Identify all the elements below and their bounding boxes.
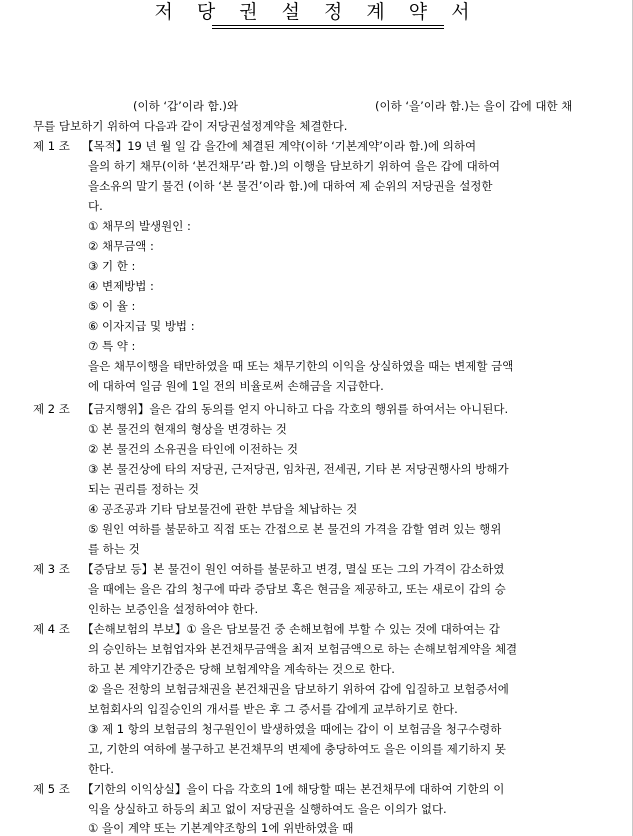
article-2-item: ② 본 물건의 소유권을 타인에 이전하는 것	[88, 442, 298, 456]
article-4-line-8: 한다.	[88, 762, 114, 776]
article-2-label: 제 2 조	[33, 402, 70, 416]
article-1-item: ① 채무의 발생원인 :	[88, 219, 191, 233]
article-2-item: ① 본 물건의 현재의 형상을 변경하는 것	[88, 422, 287, 436]
document-title: 저 당 권 설 정 계 약 서	[154, 1, 479, 23]
article-1-tail-1: 을은 채무이행을 태만하였을 때 또는 채무기한의 이익을 상실하였을 때는 변제할 금액	[88, 359, 514, 373]
article-1-item: ⑥ 이자지급 및 방법 :	[88, 319, 195, 333]
article-1-line-1: 【목적】19 년 월 일 갑 을간에 체결된 계약(이하 ‘기본계약’이라 함.)에 의하여	[82, 139, 477, 153]
article-3-label: 제 3 조	[33, 562, 70, 576]
article-1-item: ⑦ 특 약 :	[88, 339, 136, 353]
article-4-label: 제 4 조	[33, 622, 70, 636]
article-2-item: 를 하는 것	[88, 542, 140, 556]
article-4-line-7: 고, 기한의 여하에 불구하고 본건채무의 변제에 충당하여도 을은 이의를 제기하지 못	[88, 742, 506, 756]
article-3-line-3: 인하는 보증인을 설정하여야 한다.	[88, 602, 259, 616]
article-1-line-3: 을소유의 말기 물건 (이하 ‘본 물건’이라 함.)에 대하여 제 순위의 저당권을 설정한	[88, 179, 493, 193]
article-5-line-3: ① 을이 계약 또는 기본계약조항의 1에 위반하였을 때	[88, 821, 354, 835]
article-1-item: ④ 변제방법 :	[88, 279, 154, 293]
article-5-line-1: 【기한의 이익상실】을이 다음 각호의 1에 해당할 때는 본건채무에 대하여 기한의 이	[82, 782, 505, 796]
article-3-line-2: 을 때에는 을은 갑의 청구에 따라 증담보 혹은 현금을 제공하고, 또는 새로이 갑의 승	[88, 582, 506, 596]
article-4-line-3: 하고 본 계약기간중은 당해 보험계약을 계속하는 것으로 한다.	[88, 662, 395, 676]
article-4-line-4: ② 을은 전항의 보험금채권을 본건채권을 담보하기 위하여 갑에 입질하고 보험증서에	[88, 682, 509, 696]
article-2-item: ④ 공조공과 기타 담보물건에 관한 부담을 체납하는 것	[88, 502, 358, 516]
article-1-line-4: 다.	[88, 199, 103, 213]
article-3-line-1: 【증담보 등】본 물건이 원인 여하를 불문하고 변경, 멸실 또는 그의 가격이 감소하였	[82, 562, 505, 576]
article-5-label: 제 5 조	[33, 782, 70, 796]
intro-party-b: (이하 ‘을’이라 함.)는 을이 갑에 대한 채	[375, 99, 573, 113]
article-2-item: 되는 권리를 정하는 것	[88, 482, 199, 496]
article-2-line-1: 【금지행위】을은 갑의 동의를 얻지 아니하고 다음 각호의 행위를 하여서는 아니된다.	[82, 402, 509, 416]
article-4-line-5: 보험회사의 입질승인의 개서를 받은 후 그 증서를 갑에게 교부하기로 한다.	[88, 702, 458, 716]
article-4-line-1: 【손해보험의 부보】① 을은 담보물건 중 손해보험에 부할 수 있는 것에 대하여는 갑	[82, 622, 500, 636]
article-1-tail-2: 에 대하여 일금 원에 1일 전의 비율로써 손해금을 지급한다.	[88, 379, 384, 393]
article-1-item: ② 채무금액 :	[88, 239, 154, 253]
title-underline-1	[212, 25, 444, 26]
article-1-item: ③ 기 한 :	[88, 259, 136, 273]
title-underline-2	[212, 28, 444, 29]
article-1-line-2: 을의 하기 채무(이하 ‘본건채무’라 함.)의 이행을 담보하기 위하여 을은 갑에 대하여	[88, 159, 500, 173]
intro-party-a: (이하 ‘갑’이라 함.)와	[133, 99, 239, 113]
article-4-line-2: 의 승인하는 보험업자와 본건채무금액을 최저 보험금액으로 하는 손해보험계약을 체결	[88, 642, 518, 656]
article-1-item: ⑤ 이 율 :	[88, 299, 136, 313]
article-1-label: 제 1 조	[33, 139, 70, 153]
article-2-item: ⑤ 원인 여하를 불문하고 직접 또는 간접으로 본 물건의 가격을 감할 염려 있는 행위	[88, 522, 502, 536]
intro-line-2: 무를 담보하기 위하여 다음과 같이 저당권설정계약을 체결한다.	[33, 119, 348, 133]
article-5-line-2: 익을 상실하고 하등의 최고 없이 저당권을 실행하여도 을은 이의가 없다.	[88, 802, 447, 816]
article-2-item: ③ 본 물건상에 타의 저당권, 근저당권, 임차권, 전세권, 기타 본 저당권행사의 방해가	[88, 462, 509, 476]
article-4-line-6: ③ 제 1 항의 보험금의 청구원인이 발생하였을 때에는 갑이 이 보험금을 청구수령하	[88, 722, 502, 736]
